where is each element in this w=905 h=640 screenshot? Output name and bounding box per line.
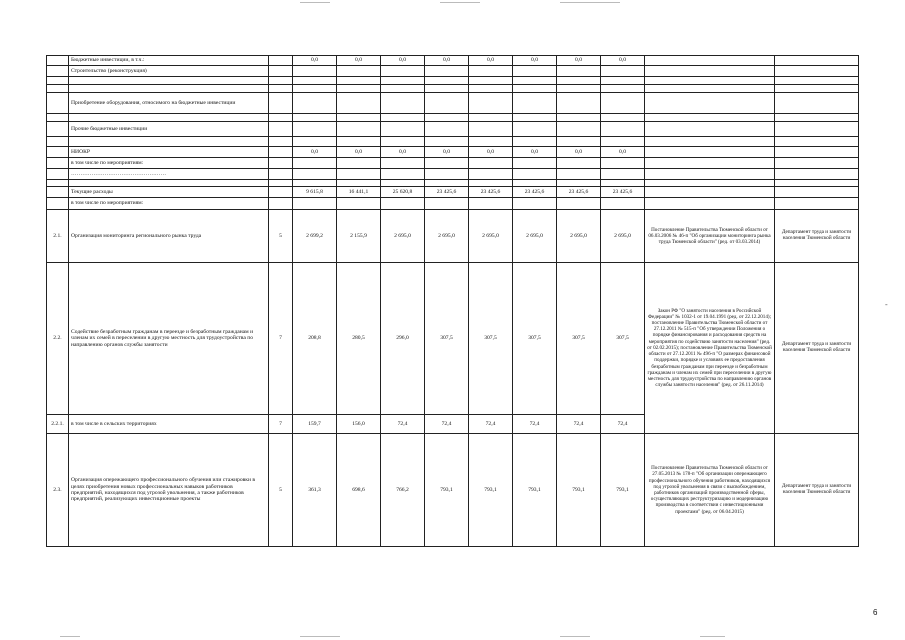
value-cell: 2 699,2: [293, 210, 337, 263]
value-cell: 23 425,6: [425, 187, 469, 198]
table-row: [47, 66, 859, 77]
value-cell: 0,0: [381, 147, 425, 158]
value-cell: 0,0: [425, 147, 469, 158]
scan-artifact: [300, 636, 340, 637]
row-name: Приобретение оборудования, относимого на бюджетные инвестиции: [69, 93, 269, 114]
value-cell: 361,3: [293, 434, 337, 547]
value-cell: 0,0: [513, 56, 557, 66]
scan-artifact: [440, 2, 480, 3]
value-cell: 23 425,6: [513, 187, 557, 198]
value-cell: 0,0: [557, 147, 601, 158]
value-cell: 0,0: [601, 147, 645, 158]
value-cell: 0,0: [557, 56, 601, 66]
table-row: [47, 147, 859, 158]
executor: Департамент труда и занятости населения Тюменской области: [775, 434, 859, 547]
value-cell: 72,4: [425, 415, 469, 434]
table-row: [47, 77, 859, 85]
row-number: 2.2.1.: [47, 415, 69, 434]
row-code: 5: [269, 210, 293, 263]
row-name: Содействие безработным гражданам в переезде и безработным гражданам и членам их семей в переселении в другую местность для трудоустройства по направлению органов службы занятости: [69, 263, 269, 415]
legal-basis: Постановление Правительства Тюменской области от 06.03.2006 № 46-п "Об организации мониторинга рынка труда Тюменской области" (ред. от 03.03.2014): [645, 210, 775, 263]
row-number: 2.1.: [47, 210, 69, 263]
value-cell: 0,0: [337, 147, 381, 158]
value-cell: 0,0: [337, 56, 381, 66]
value-cell: 280,5: [337, 263, 381, 415]
value-cell: 72,4: [381, 415, 425, 434]
value-cell: 25 620,8: [381, 187, 425, 198]
value-cell: 793,1: [601, 434, 645, 547]
value-cell: 0,0: [513, 147, 557, 158]
legal-basis: Закон РФ "О занятости населения в Российской Федерации" № 1032-1 от 19.04.1991 (ред. от 22.12.2014); постановление Правительства Тюменской области от 27.12.2011 № 515-п "Об утверждении Положения о порядке финансирования и расходования средств на мероприятия по содействию занятости населения" (ред. от 02.02.2015); постановление Правительства Тюменской области от 27.12.2011 № 496-п "О размерах финансовой поддержки, порядке и условиях ее предоставления безработным гражданам при переезде и безработным гражданам и членам их семей при переселении в другую местность для трудоустройства по направлению органов службы занятости населения" (ред. от 26.11.2014): [645, 263, 775, 434]
page-number: 6: [873, 608, 878, 617]
table-row: [47, 114, 859, 122]
scan-artifact: [60, 636, 80, 637]
value-cell: 23 425,6: [557, 187, 601, 198]
value-cell: 72,4: [513, 415, 557, 434]
row-name: в том числе в сельских территориях: [69, 415, 269, 434]
table-row: [47, 56, 859, 66]
value-cell: 72,4: [601, 415, 645, 434]
value-cell: 2 695,0: [425, 210, 469, 263]
row-name: Организация мониторинга регионального рынка труда: [69, 210, 269, 263]
row-name: в том числе по мероприятиям:: [69, 158, 269, 169]
table-row: [47, 93, 859, 114]
value-cell: 793,1: [513, 434, 557, 547]
value-cell: 2 695,0: [557, 210, 601, 263]
table-row: [47, 263, 859, 415]
value-cell: 16 441,1: [337, 187, 381, 198]
row-code: 5: [269, 434, 293, 547]
value-cell: 296,0: [381, 263, 425, 415]
value-cell: 0,0: [601, 56, 645, 66]
table-row: [47, 85, 859, 93]
row-name: ……………………………………………: [69, 169, 269, 180]
row-name: Текущие расходы: [69, 187, 269, 198]
value-cell: 0,0: [425, 56, 469, 66]
value-cell: 793,1: [557, 434, 601, 547]
value-cell: 156,0: [337, 415, 381, 434]
value-cell: 307,5: [469, 263, 513, 415]
scan-artifact: [560, 2, 620, 3]
value-cell: 793,1: [469, 434, 513, 547]
value-cell: 72,4: [469, 415, 513, 434]
table-row: [47, 198, 859, 210]
table-row: [47, 169, 859, 180]
scan-artifact: [300, 2, 330, 3]
executor: Департамент труда и занятости населения Тюменской области: [775, 210, 859, 263]
row-name: НИОКР: [69, 147, 269, 158]
scan-artifact: [700, 636, 725, 637]
value-cell: 2 695,0: [513, 210, 557, 263]
budget-table: [46, 55, 859, 547]
value-cell: 72,4: [557, 415, 601, 434]
value-cell: 0,0: [469, 56, 513, 66]
legal-basis: Постановление Правительства Тюменской области от 27.05.2013 № 178-п "Об организации опережающего профессионального обучения работников, находящихся под угрозой увольнения в связи с высвобождением, работников организаций производственной сферы, осуществляющих реструктуризацию и модернизацию производства в соответствии с инвестиционными проектами" (ред. от 06.04.2015): [645, 434, 775, 547]
row-name: в том числе по мероприятиям:: [69, 198, 269, 210]
value-cell: 0,0: [293, 147, 337, 158]
value-cell: 307,5: [601, 263, 645, 415]
value-cell: 0,0: [293, 56, 337, 66]
value-cell: 766,2: [381, 434, 425, 547]
row-name: Бюджетные инвестиции, в т.ч.:: [69, 56, 269, 66]
table-row: [47, 187, 859, 198]
value-cell: 307,5: [513, 263, 557, 415]
table-row: [47, 137, 859, 147]
executor: Департамент труда и занятости населения Тюменской области: [775, 263, 859, 434]
row-name: Строительство (реконструкция): [69, 66, 269, 77]
value-cell: 793,1: [425, 434, 469, 547]
table-row: [47, 158, 859, 169]
value-cell: 2 695,0: [469, 210, 513, 263]
row-name: Прочие бюджетные инвестиции: [69, 122, 269, 137]
value-cell: 698,6: [337, 434, 381, 547]
value-cell: 159,7: [293, 415, 337, 434]
row-code: 7: [269, 415, 293, 434]
table-row: [47, 180, 859, 187]
value-cell: 23 425,6: [601, 187, 645, 198]
table-row: [47, 434, 859, 547]
row-code: 7: [269, 263, 293, 415]
row-number: 2.3.: [47, 434, 69, 547]
scan-mark: -: [885, 300, 888, 309]
table-row: [47, 210, 859, 263]
value-cell: 9 615,8: [293, 187, 337, 198]
table-row: [47, 122, 859, 137]
value-cell: 208,8: [293, 263, 337, 415]
row-name: Организация опережающего профессионального обучения или стажировки в целях приобретения новых профессиональных навыков работников предприятий, находящихся под угрозой увольнения, а также работников предприятий, реализующих инвестиционные проекты: [69, 434, 269, 547]
value-cell: 2 695,0: [381, 210, 425, 263]
scan-artifact: [560, 636, 590, 637]
value-cell: 307,5: [557, 263, 601, 415]
value-cell: 0,0: [469, 147, 513, 158]
value-cell: 2 695,0: [601, 210, 645, 263]
value-cell: 307,5: [425, 263, 469, 415]
row-number: 2.2.: [47, 263, 69, 415]
value-cell: 2 155,9: [337, 210, 381, 263]
value-cell: 0,0: [381, 56, 425, 66]
value-cell: 23 425,6: [469, 187, 513, 198]
